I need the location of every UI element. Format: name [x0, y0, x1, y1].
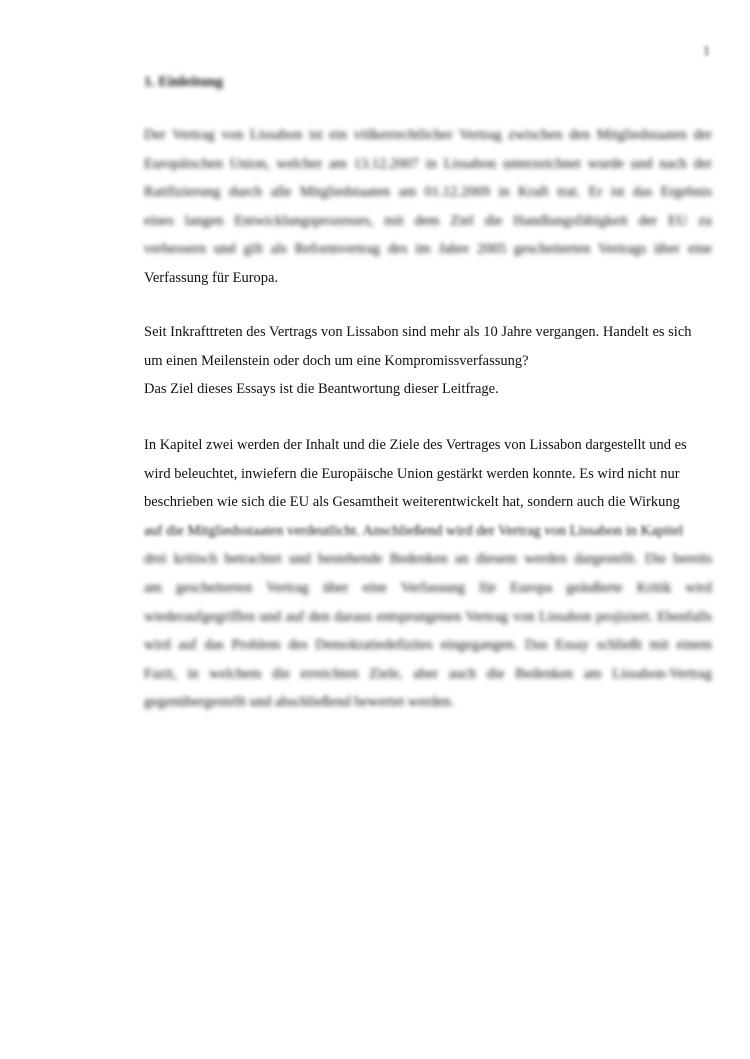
text-line: Verfassung für Europa.: [144, 269, 279, 286]
text-line: am gescheiterten Vertrag über eine Verfassung für Europa geäußerte Kritik wird: [144, 579, 712, 596]
section-heading: 1. Einleitung: [144, 74, 223, 90]
text-line: gegenübergestellt und abschließend bewertet werden.: [144, 694, 455, 711]
text-line: Seit Inkrafttreten des Vertrags von Lissabon sind mehr als 10 Jahre vergangen. Handelt es sich: [144, 324, 692, 340]
text-line: Ratifizierung durch alle Mitgliedstaaten am 01.12.2009 in Kraft trat. Er ist das Ergebnis: [144, 184, 712, 201]
text-line: wird beleuchtet, inwiefern die Europäische Union gestärkt werden konnte. Es wird nicht nur: [144, 465, 680, 482]
text-line: um einen Meilenstein oder doch um eine Kompromissverfassung?: [144, 352, 529, 369]
text-line: drei kritisch betrachtet und bestehende Bedenken an diesem werden dargestellt. Die bereits: [144, 551, 712, 568]
paragraph-intro: [144, 121, 712, 293]
text-line: beschrieben wie sich die EU als Gesamtheit weiterentwickelt hat, sondern auch die Wirkung: [144, 494, 680, 511]
text-line: eines langen Entwicklungsprozesses, mit dem Ziel die Handlungsfähigkeit der EU zu: [144, 212, 712, 229]
text-line: auf die Mitgliedsstaaten verdeutlicht. Anschließend wird der Vertrag von Lissabon in Kapitel: [144, 522, 684, 539]
paragraph-structure: [144, 431, 712, 717]
text-line: Das Ziel dieses Essays ist die Beantwortung dieser Leitfrage.: [144, 381, 499, 398]
text-line: Europäischen Union, welcher am 13.12.2007 in Lissabon unterzeichnet wurde und nach der: [144, 155, 712, 172]
text-line: Der Vertrag von Lissabon ist ein völkerrechtlicher Vertrag zwischen den Mitgliedstaaten der: [144, 127, 712, 143]
text-line: In Kapitel zwei werden der Inhalt und die Ziele des Vertrages von Lissabon dargestellt und es: [144, 437, 687, 453]
text-line: wiederaufgegriffen und auf den daraus entsprungenen Vertrag von Lissabon projiziert. Ebenfalls: [144, 608, 712, 625]
text-line: verbessern und gilt als Reformvertrag des im Jahre 2005 gescheiterten Vertrags über eine: [144, 241, 712, 258]
text-line: wird auf das Problem des Demokratiedefizites eingegangen. Das Essay schließt mit einem: [144, 637, 712, 654]
text-line: Fazit, in welchem die erreichten Ziele, aber auch die Bedenken am Lissabon-Vertrag: [144, 665, 712, 682]
page-number: 1: [703, 44, 710, 59]
paragraph-question: [144, 318, 712, 404]
